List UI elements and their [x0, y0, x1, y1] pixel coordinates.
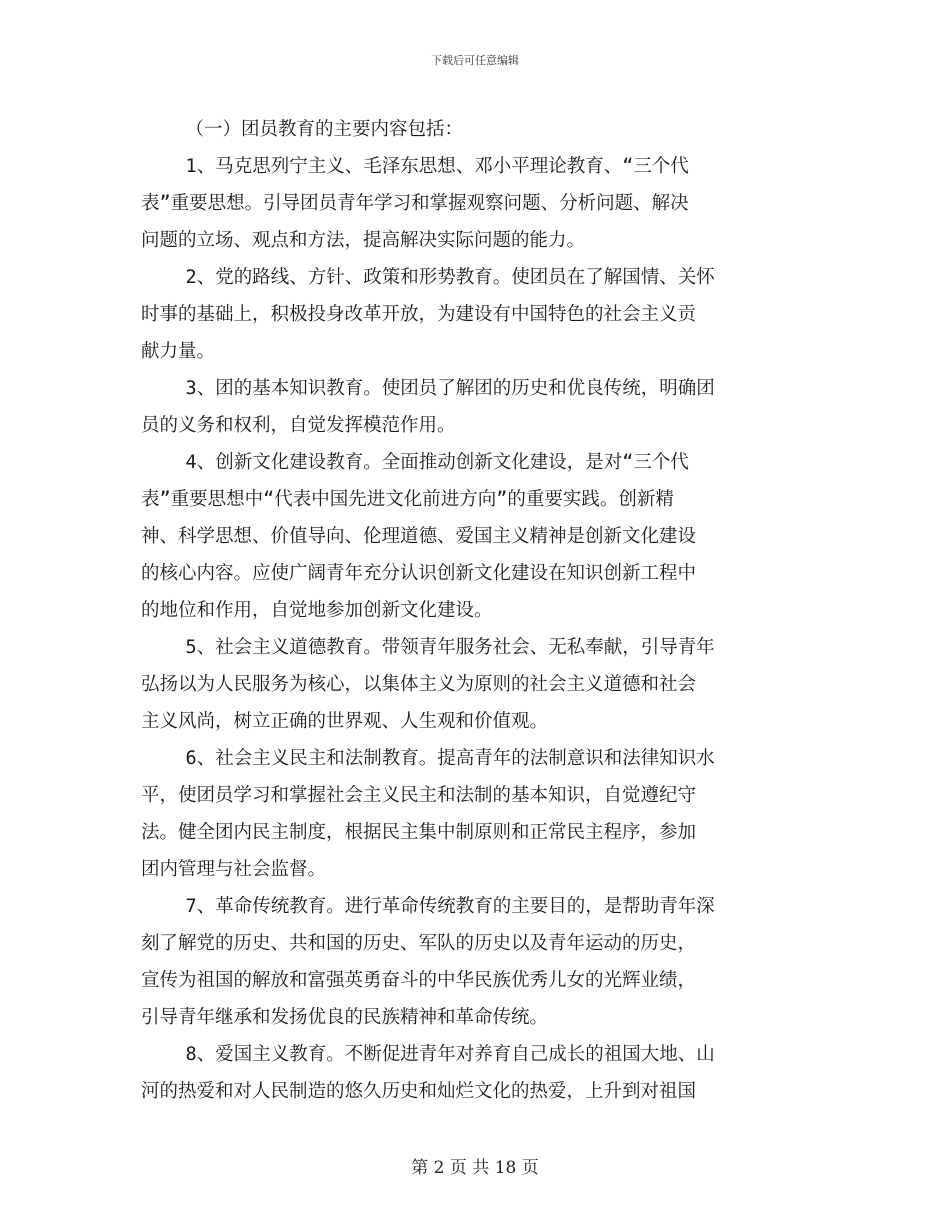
text-line: 4、创新文化建设教育。全面推动创新文化建设，是对“三个代: [141, 452, 689, 473]
text-line: 主义风尚，树立正确的世界观、人生观和价值观。: [141, 711, 549, 732]
text-line: 时事的基础上，积极投身改革开放，为建设有中国特色的社会主义贡: [141, 304, 697, 325]
text-line: 3、团的基本知识教育。使团员了解团的历史和优良传统，明确团: [141, 378, 715, 399]
text-line: 引导青年继承和发扬优良的民族精神和革命传统。: [141, 1007, 549, 1028]
text-line: 法。健全团内民主制度，根据民主集中制原则和正常民主程序，参加: [141, 822, 697, 843]
page-number: 第 2 页 共 18 页: [411, 1158, 539, 1178]
text-line: 员的义务和权利，自觉发挥模范作用。: [141, 415, 456, 436]
text-line: 平，使团员学习和掌握社会主义民主和法制的基本知识，自觉遵纪守: [141, 785, 697, 806]
text-line: 表”重要思想。引导团员青年学习和掌握观察问题、分析问题、解决: [141, 193, 689, 214]
text-line: 1、马克思列宁主义、毛泽东思想、邓小平理论教育、“三个代: [141, 156, 689, 177]
text-line: （一）团员教育的主要内容包括：: [141, 119, 464, 140]
text-line: 河的热爱和对人民制造的悠久历史和灿烂文化的热爱，上升到对祖国: [141, 1081, 697, 1102]
text-line: 6、社会主义民主和法制教育。提高青年的法制意识和法律知识水: [141, 748, 715, 769]
text-line: 神、科学思想、价值导向、伦理道德、爱国主义精神是创新文化建设: [141, 526, 697, 547]
text-line: 刻了解党的历史、共和国的历史、军队的历史以及青年运动的历史，: [141, 933, 697, 954]
text-line: 献力量。: [141, 341, 216, 362]
text-line: 的核心内容。应使广阔青年充分认识创新文化建设在知识创新工程中: [141, 563, 697, 584]
text-line: 弘扬以为人民服务为核心，以集体主义为原则的社会主义道德和社会: [141, 674, 697, 695]
text-line: 宣传为祖国的解放和富强英勇奋斗的中华民族优秀儿女的光辉业绩，: [141, 970, 697, 991]
text-line: 表”重要思想中“代表中国先进文化前进方向”的重要实践。创新精: [141, 489, 674, 510]
text-line: 2、党的路线、方针、政策和形势教育。使团员在了解国情、关怀: [141, 267, 715, 288]
text-line: 团内管理与社会监督。: [141, 859, 327, 880]
text-line: 8、爱国主义教育。不断促进青年对养育自己成长的祖国大地、山: [141, 1044, 715, 1065]
body-text: [141, 111, 809, 1110]
text-line: 的地位和作用，自觉地参加创新文化建设。: [141, 600, 493, 621]
page-header: 下载后可任意编辑: [431, 54, 519, 67]
text-line: 5、社会主义道德教育。带领青年服务社会、无私奉献，引导青年: [141, 637, 715, 658]
text-line: 问题的立场、观点和方法，提高解决实际问题的能力。: [141, 230, 586, 251]
text-line: 7、革命传统教育。进行革命传统教育的主要目的，是帮助青年深: [141, 896, 715, 917]
